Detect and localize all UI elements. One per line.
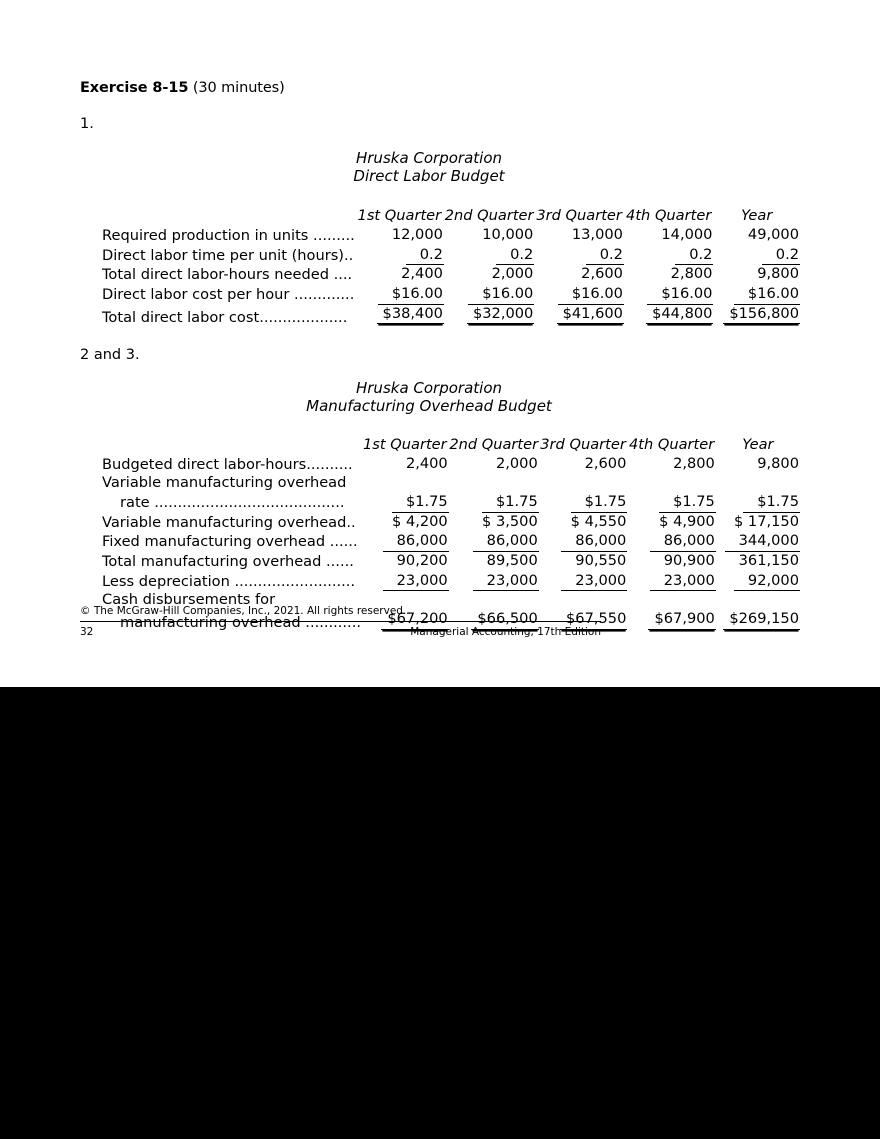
table1-header-q2: 2nd Quarter [444,207,534,225]
table1-header-row [102,207,800,226]
table1-company-name: Hruska Corporation [355,148,503,167]
table1-row4-q4: $44,800 [624,305,714,328]
table2-header-q3: 3rd Quarter [540,436,626,454]
table1-row0-label: Required production in units ......... [102,226,355,244]
table2-row3-q2: 86,000 [449,532,539,552]
table2-header-q2: 2nd Quarter [449,436,539,454]
table1-row0-q4: 14,000 [661,225,713,243]
table1-row3-q3: $16.00 [534,285,624,305]
table2-row4-q2: 89,500 [486,552,538,570]
table1-row1-q1: 0.2 [355,246,444,266]
table2-row6-label-line1: Cash disbursements for [102,591,276,609]
table-row [102,513,800,533]
table1-row2-q4: 2,800 [670,265,713,283]
table2-row5-q1: 23,000 [361,572,449,592]
table2-row4-q3: 90,550 [575,552,627,570]
exercise-heading [80,78,800,98]
table2-row1-q4: $1.75 [627,493,715,513]
table2-row2-q3: $ 4,550 [570,512,627,530]
table2-row5-label: Less depreciation .......................... [102,572,356,590]
table1-budget-name: Direct Labor Budget [353,166,505,185]
table2-row1-q2: $1.75 [449,493,539,513]
table2-header-year: Year [742,436,774,454]
footer-row [80,626,601,638]
table2-row5-q2: 23,000 [449,572,539,592]
book-title: Managerial Accounting, 17th Edition [410,626,601,639]
table1-row1-year: 0.2 [713,246,800,266]
table2-row0-q3: 2,600 [584,454,627,472]
table2-row2-year: $ 17,150 [734,512,799,530]
table2-company-name: Hruska Corporation [355,378,503,397]
table2-header-q1: 1st Quarter [363,436,447,454]
exercise-title: Exercise 8-15 [80,80,189,96]
table2-row2-q1: $ 4,200 [392,512,448,530]
table1-row0-q3: 13,000 [571,225,623,243]
manufacturing-overhead-budget-title [74,379,784,416]
table-row [102,226,800,246]
table2-row5-q3: 23,000 [539,572,628,592]
table-row [102,572,800,592]
table2-row3-year: 344,000 [716,532,800,552]
page-footer [80,604,601,638]
table2-budget-name: Manufacturing Overhead Budget [306,396,552,415]
table1-row3-label: Direct labor cost per hour ............. [102,285,355,303]
part-1-label: 1. [80,116,94,133]
table1-row2-q1: 2,400 [401,265,443,283]
table-row [102,493,800,513]
table2-row4-q4: 90,900 [663,552,715,570]
table1-row1-label: Direct labor time per unit (hours).. [102,246,354,264]
table2-row1-year: $1.75 [716,493,800,513]
table-row [102,246,800,266]
table2-row3-label: Fixed manufacturing overhead ...... [102,533,358,551]
page-number: 32 [80,626,94,639]
table2-row1-q1: $1.75 [361,493,449,513]
table2-row5-q4: 23,000 [627,572,715,592]
table1-row2-q2: 2,000 [491,265,534,283]
table1-row1-q4: 0.2 [624,246,714,266]
table1-row3-q2: $16.00 [444,285,534,305]
table1-row4-q1: $38,400 [355,305,444,328]
table1-header-year: Year [741,207,773,225]
table-row [102,305,800,328]
table1-header-q4: 4th Quarter [626,207,712,225]
blackout-region [0,687,880,1139]
table1-row0-year: 49,000 [747,225,799,243]
table1-row2-q3: 2,600 [581,265,623,283]
footer-divider [80,621,601,622]
table1-row1-q2: 0.2 [444,246,534,266]
table2-row6-q3: $67,550 [539,610,628,633]
table1-header-q3: 3rd Quarter [536,207,622,225]
table1-row4-q2: $32,000 [444,305,534,328]
table-row [102,532,800,552]
table1-row0-q1: 12,000 [391,225,443,243]
copyright-notice: © The McGraw-Hill Companies, Inc., 2021. All rights reserved. [80,605,407,617]
table2-row1-label-line2: rate ......................................... [120,494,345,512]
table-row [102,552,800,572]
table1-row4-year: $156,800 [713,305,800,328]
table2-row3-q3: 86,000 [539,532,628,552]
table2-row0-q1: 2,400 [405,454,448,472]
table2-row6-label-line2: manufacturing overhead ............ [120,614,361,632]
table2-row4-q1: 90,200 [396,552,448,570]
table2-row2-q2: $ 3,500 [482,512,538,530]
table1-row2-year: 9,800 [757,265,799,283]
table1-row1-q3: 0.2 [534,246,624,266]
table2-row0-q4: 2,800 [673,454,715,472]
table1-header-blank [102,207,355,226]
table-row [102,285,800,305]
table2-row4-year: 361,150 [738,552,799,570]
table1-row3-q1: $16.00 [355,285,444,305]
table2-row6-year: $269,150 [716,610,800,633]
table2-row5-year: 92,000 [716,572,800,592]
table1-header-q1: 1st Quarter [357,207,442,225]
table2-row2-q4: $ 4,900 [659,512,715,530]
exercise-time: (30 minutes) [192,80,285,96]
document-content [80,78,800,633]
table2-row3-q1: 86,000 [361,532,449,552]
table2-row6-q4: $67,900 [627,610,715,633]
direct-labor-budget-title [74,149,784,186]
table-row [102,265,800,285]
table1-row4-q3: $41,600 [534,305,624,328]
table-row [102,474,800,493]
table2-row3-q4: 86,000 [627,532,715,552]
table1-row0-q2: 10,000 [482,225,534,243]
table1-row4-label: Total direct labor cost................... [102,308,348,326]
table2-row6-q1: $67,200 [361,610,449,633]
table2-row2-label: Variable manufacturing overhead.. [102,513,356,531]
direct-labor-budget-table [102,207,800,327]
table2-row6-q2: $66,500 [449,610,539,633]
part-23-label: 2 and 3. [80,347,140,364]
table2-header-blank [102,436,361,455]
table2-row0-year: 9,800 [757,454,799,472]
table1-row3-year: $16.00 [713,285,800,305]
table2-row0-label: Budgeted direct labor-hours.......... [102,455,353,473]
table2-row4-label: Total manufacturing overhead ...... [102,553,354,571]
table1-row2-label: Total direct labor-hours needed .... [102,266,353,284]
table2-row1-label-line1: Variable manufacturing overhead [102,474,347,492]
table-row [102,455,800,475]
table1-row3-q4: $16.00 [624,285,714,305]
table2-row1-q3: $1.75 [539,493,628,513]
table2-row0-q2: 2,000 [495,454,538,472]
table2-header-row [102,436,800,455]
table2-header-q4: 4th Quarter [628,436,715,454]
